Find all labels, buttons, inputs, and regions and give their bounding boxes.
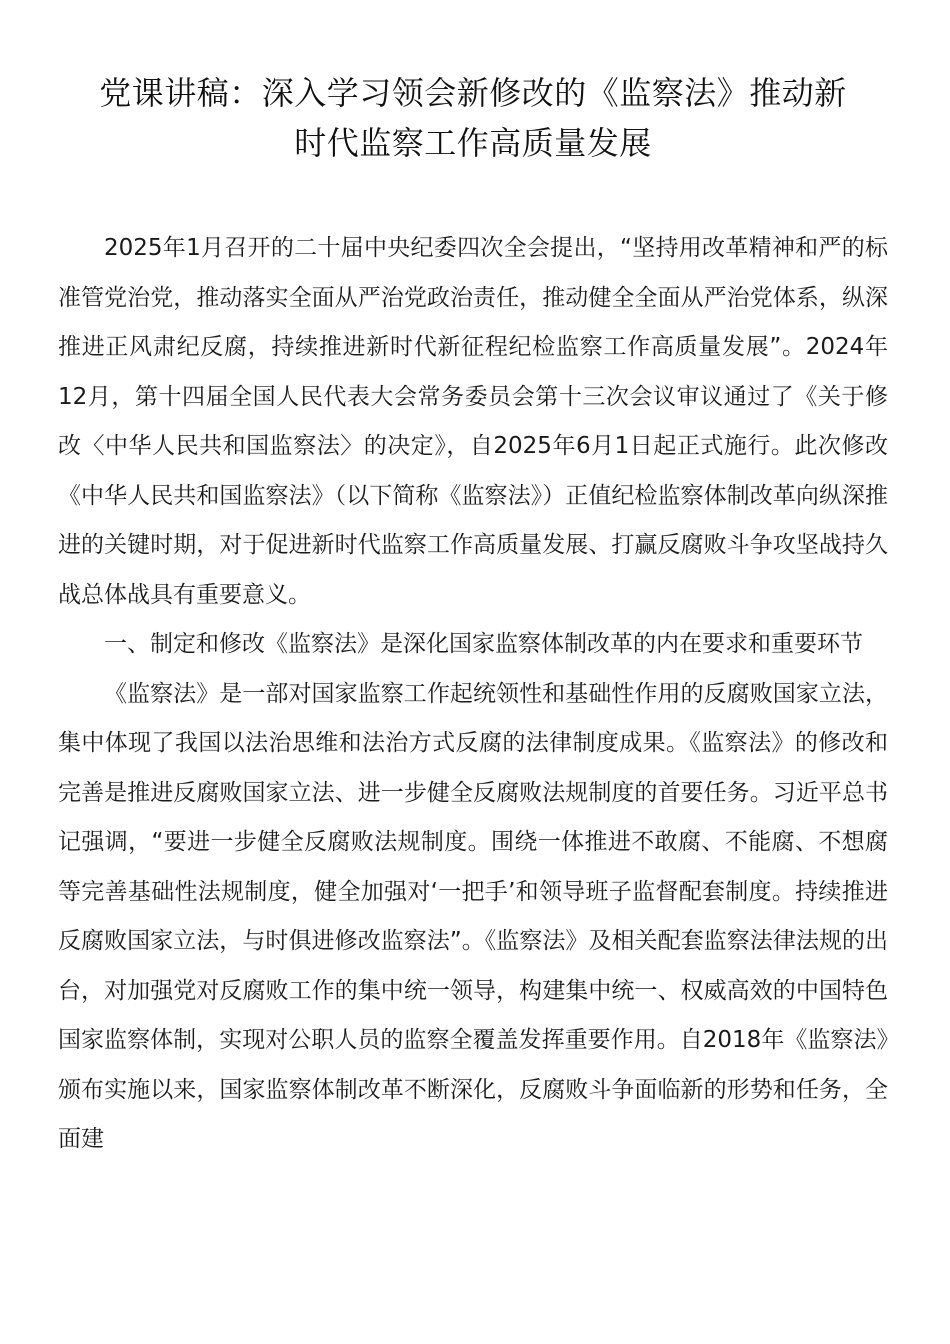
title-line-2: 时代监察工作高质量发展 [294, 124, 652, 162]
section-heading-1: 一、制定和修改《监察法》是深化国家监察体制改革的内在要求和重要环节 [104, 631, 863, 657]
paragraph-section-1: 《监察法》是一部对国家监察工作起统领性和基础性作用的反腐败国家立法，集中体现了我国以法治思维和法治方式反腐的法律制度成果。《监察法》的修改和完善是推进反腐败国家立法、进一步健全反腐败法规制度的首要任务。习近平总书记强调，“要进一步健全反腐败法规制度。围绕一体推进不敢腐、不能腐、不想腐等完善基础性法规制度，健全加强对‘一把手’和领导班子监督配套制度。持续推进反腐败国家立法，与时俱进修改监察法”。《监察法》及相关配套监察法律法规的出台，对加强党对反腐败工作的集中统一领导，构建集中统一、权威高效的中国特色国家监察体制，实现对公职人员的监察全覆盖发挥重要作用。自2018年《监察法》颁布实施以来，国家监察体制改革不断深化，反腐败斗争面临新的形势和任务，全面建 [58, 680, 888, 1152]
paragraph-intro: 2025年1月召开的二十届中央纪委四次全会提出，“坚持用改革精神和严的标准管党治党，推动落实全面从严治党政治责任，推动健全全面从严治党体系，纵深推进正风肃纪反腐，持续推进新时代新征程纪检监察工作高质量发展”。2024年12月，第十四届全国人民代表大会常务委员会第十三次会议审议通过了《关于修改〈中华人民共和国监察法〉的决定》，自2025年6月1日起正式施行。此次修改《中华人民共和国监察法》（以下简称《监察法》）正值纪检监察体制改革向纵深推进的关键时期，对于促进新时代监察工作高质量发展、打赢反腐败斗争攻坚战持久战总体战具有重要意义。 [58, 235, 888, 608]
document-title [58, 68, 888, 168]
document-body [58, 224, 888, 1165]
title-line-1: 党课讲稿：深入学习领会新修改的《监察法》推动新 [99, 74, 847, 112]
